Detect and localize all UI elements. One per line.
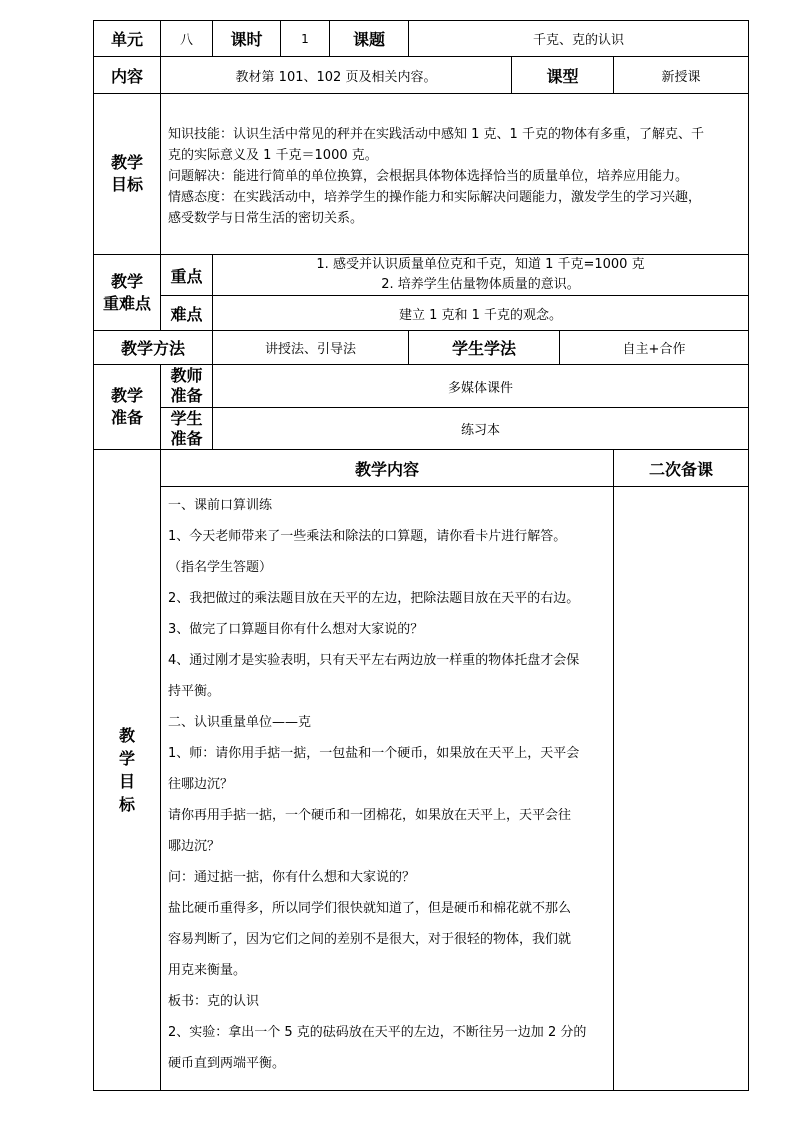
key-points-label-line-2: 重难点: [102, 293, 151, 313]
period-value: 1: [280, 20, 330, 57]
teaching-content-header: 教学内容: [160, 449, 614, 487]
main-side-label: [93, 449, 161, 1091]
lesson-type-value: 新授课: [613, 56, 749, 94]
focus-line-1: 1. 感受并认识质量单位克和千克，知道 1 千克=1000 克: [316, 257, 645, 272]
period-label: 课时: [212, 20, 281, 57]
main-side-char: 标: [118, 795, 135, 814]
lesson-type-label: 课型: [511, 56, 614, 94]
student-prep-value: 练习本: [212, 407, 749, 450]
unit-value: 八: [160, 20, 213, 57]
content-line: 容易判断了，因为它们之间的差别不是很大，对于很轻的物体，我们就: [168, 932, 572, 947]
focus-value: [212, 254, 749, 296]
second-prep-cell: [613, 486, 749, 1091]
teaching-method-value: 讲授法、引导法: [212, 330, 409, 365]
content-line: 一、课前口算训练: [168, 498, 273, 513]
teacher-prep-label: [160, 364, 213, 408]
content-line: 2、我把做过的乘法题目放在天平的左边，把除法题目放在天平的右边。: [168, 591, 580, 606]
goals-line: 感受数学与日常生活的密切关系。: [168, 211, 364, 226]
teacher-prep-label-line-2: 准备: [170, 386, 203, 405]
key-points-label: [93, 254, 161, 331]
content-line: 持平衡。: [168, 684, 221, 699]
topic-value: 千克、克的认识: [408, 20, 749, 57]
topic-label: 课题: [329, 20, 409, 57]
content-line: （指名学生答题）: [168, 560, 273, 575]
content-line: 4、通过刚才是实验表明，只有天平左右两边放一样重的物体托盘才会保: [168, 653, 580, 668]
goals-line: 问题解决：能进行简单的单位换算，会根据具体物体选择恰当的质量单位，培养应用能力。: [168, 169, 689, 184]
student-prep-label: [160, 407, 213, 450]
difficulty-label: 难点: [160, 295, 213, 331]
content-line: 1、今天老师带来了一些乘法和除法的口算题，请你看卡片进行解答。: [168, 529, 567, 544]
goals-label-line-2: 目标: [110, 175, 143, 194]
content-line: 用克来衡量。: [168, 963, 247, 978]
student-prep-label-line-1: 学生: [170, 408, 203, 428]
goals-line: 情感态度：在实践活动中，培养学生的操作能力和实际解决问题能力，激发学生的学习兴趣，: [168, 190, 702, 205]
content-line: 往哪边沉？: [168, 777, 234, 792]
goals-line: 知识技能：认识生活中常见的秤并在实践活动中感知 1 克、1 千克的物体有多重，了解克、千: [168, 127, 704, 142]
preparation-label-line-2: 准备: [110, 408, 143, 427]
preparation-label: [93, 364, 161, 450]
main-side-char: 目: [118, 772, 135, 791]
content-line: 2、实验：拿出一个 5 克的砝码放在天平的左边，不断往另一边加 2 分的: [168, 1025, 587, 1040]
main-side-char: 学: [118, 749, 135, 768]
difficulty-value: 建立 1 克和 1 千克的观念。: [212, 295, 749, 331]
key-points-label-line-1: 教学: [110, 271, 143, 291]
teacher-prep-value: 多媒体课件: [212, 364, 749, 408]
focus-line-2: 2. 培养学生估量物体质量的意识。: [381, 277, 580, 292]
main-side-char: 教: [118, 726, 135, 745]
goals-text: [168, 124, 746, 229]
learning-method-value: 自主+合作: [559, 330, 749, 365]
focus-label: 重点: [160, 254, 213, 296]
content-line: 二、认识重量单位——克: [168, 715, 312, 730]
content-label: 内容: [93, 56, 161, 94]
teaching-method-label: 教学方法: [93, 330, 213, 365]
content-line: 请你再用手掂一掂，一个硬币和一团棉花，如果放在天平上，天平会往: [168, 808, 572, 823]
content-line: 板书：克的认识: [168, 994, 260, 1009]
content-line: 问：通过掂一掂，你有什么想和大家说的？: [168, 870, 416, 885]
goals-label: [93, 93, 161, 255]
learning-method-label: 学生学法: [408, 330, 560, 365]
preparation-label-line-1: 教学: [110, 386, 143, 405]
second-prep-header: 二次备课: [613, 449, 749, 487]
content-value: 教材第 101、102 页及相关内容。: [160, 56, 512, 94]
goals-label-line-1: 教学: [110, 153, 143, 172]
student-prep-label-line-2: 准备: [170, 428, 203, 448]
teacher-prep-label-line-1: 教师: [170, 366, 203, 385]
content-line: 哪边沉？: [168, 839, 221, 854]
unit-label: 单元: [93, 20, 161, 57]
goals-line: 克的实际意义及 1 千克＝1000 克。: [168, 148, 378, 163]
content-line: 1、师：请你用手掂一掂，一包盐和一个硬币，如果放在天平上，天平会: [168, 746, 580, 761]
content-line: 3、做完了口算题目你有什么想对大家说的？: [168, 622, 424, 637]
content-line: 硬币直到两端平衡。: [168, 1056, 286, 1071]
teaching-content-text: [168, 490, 616, 1079]
content-line: 盐比硬币重得多，所以同学们很快就知道了，但是硬币和棉花就不那么: [168, 901, 572, 916]
